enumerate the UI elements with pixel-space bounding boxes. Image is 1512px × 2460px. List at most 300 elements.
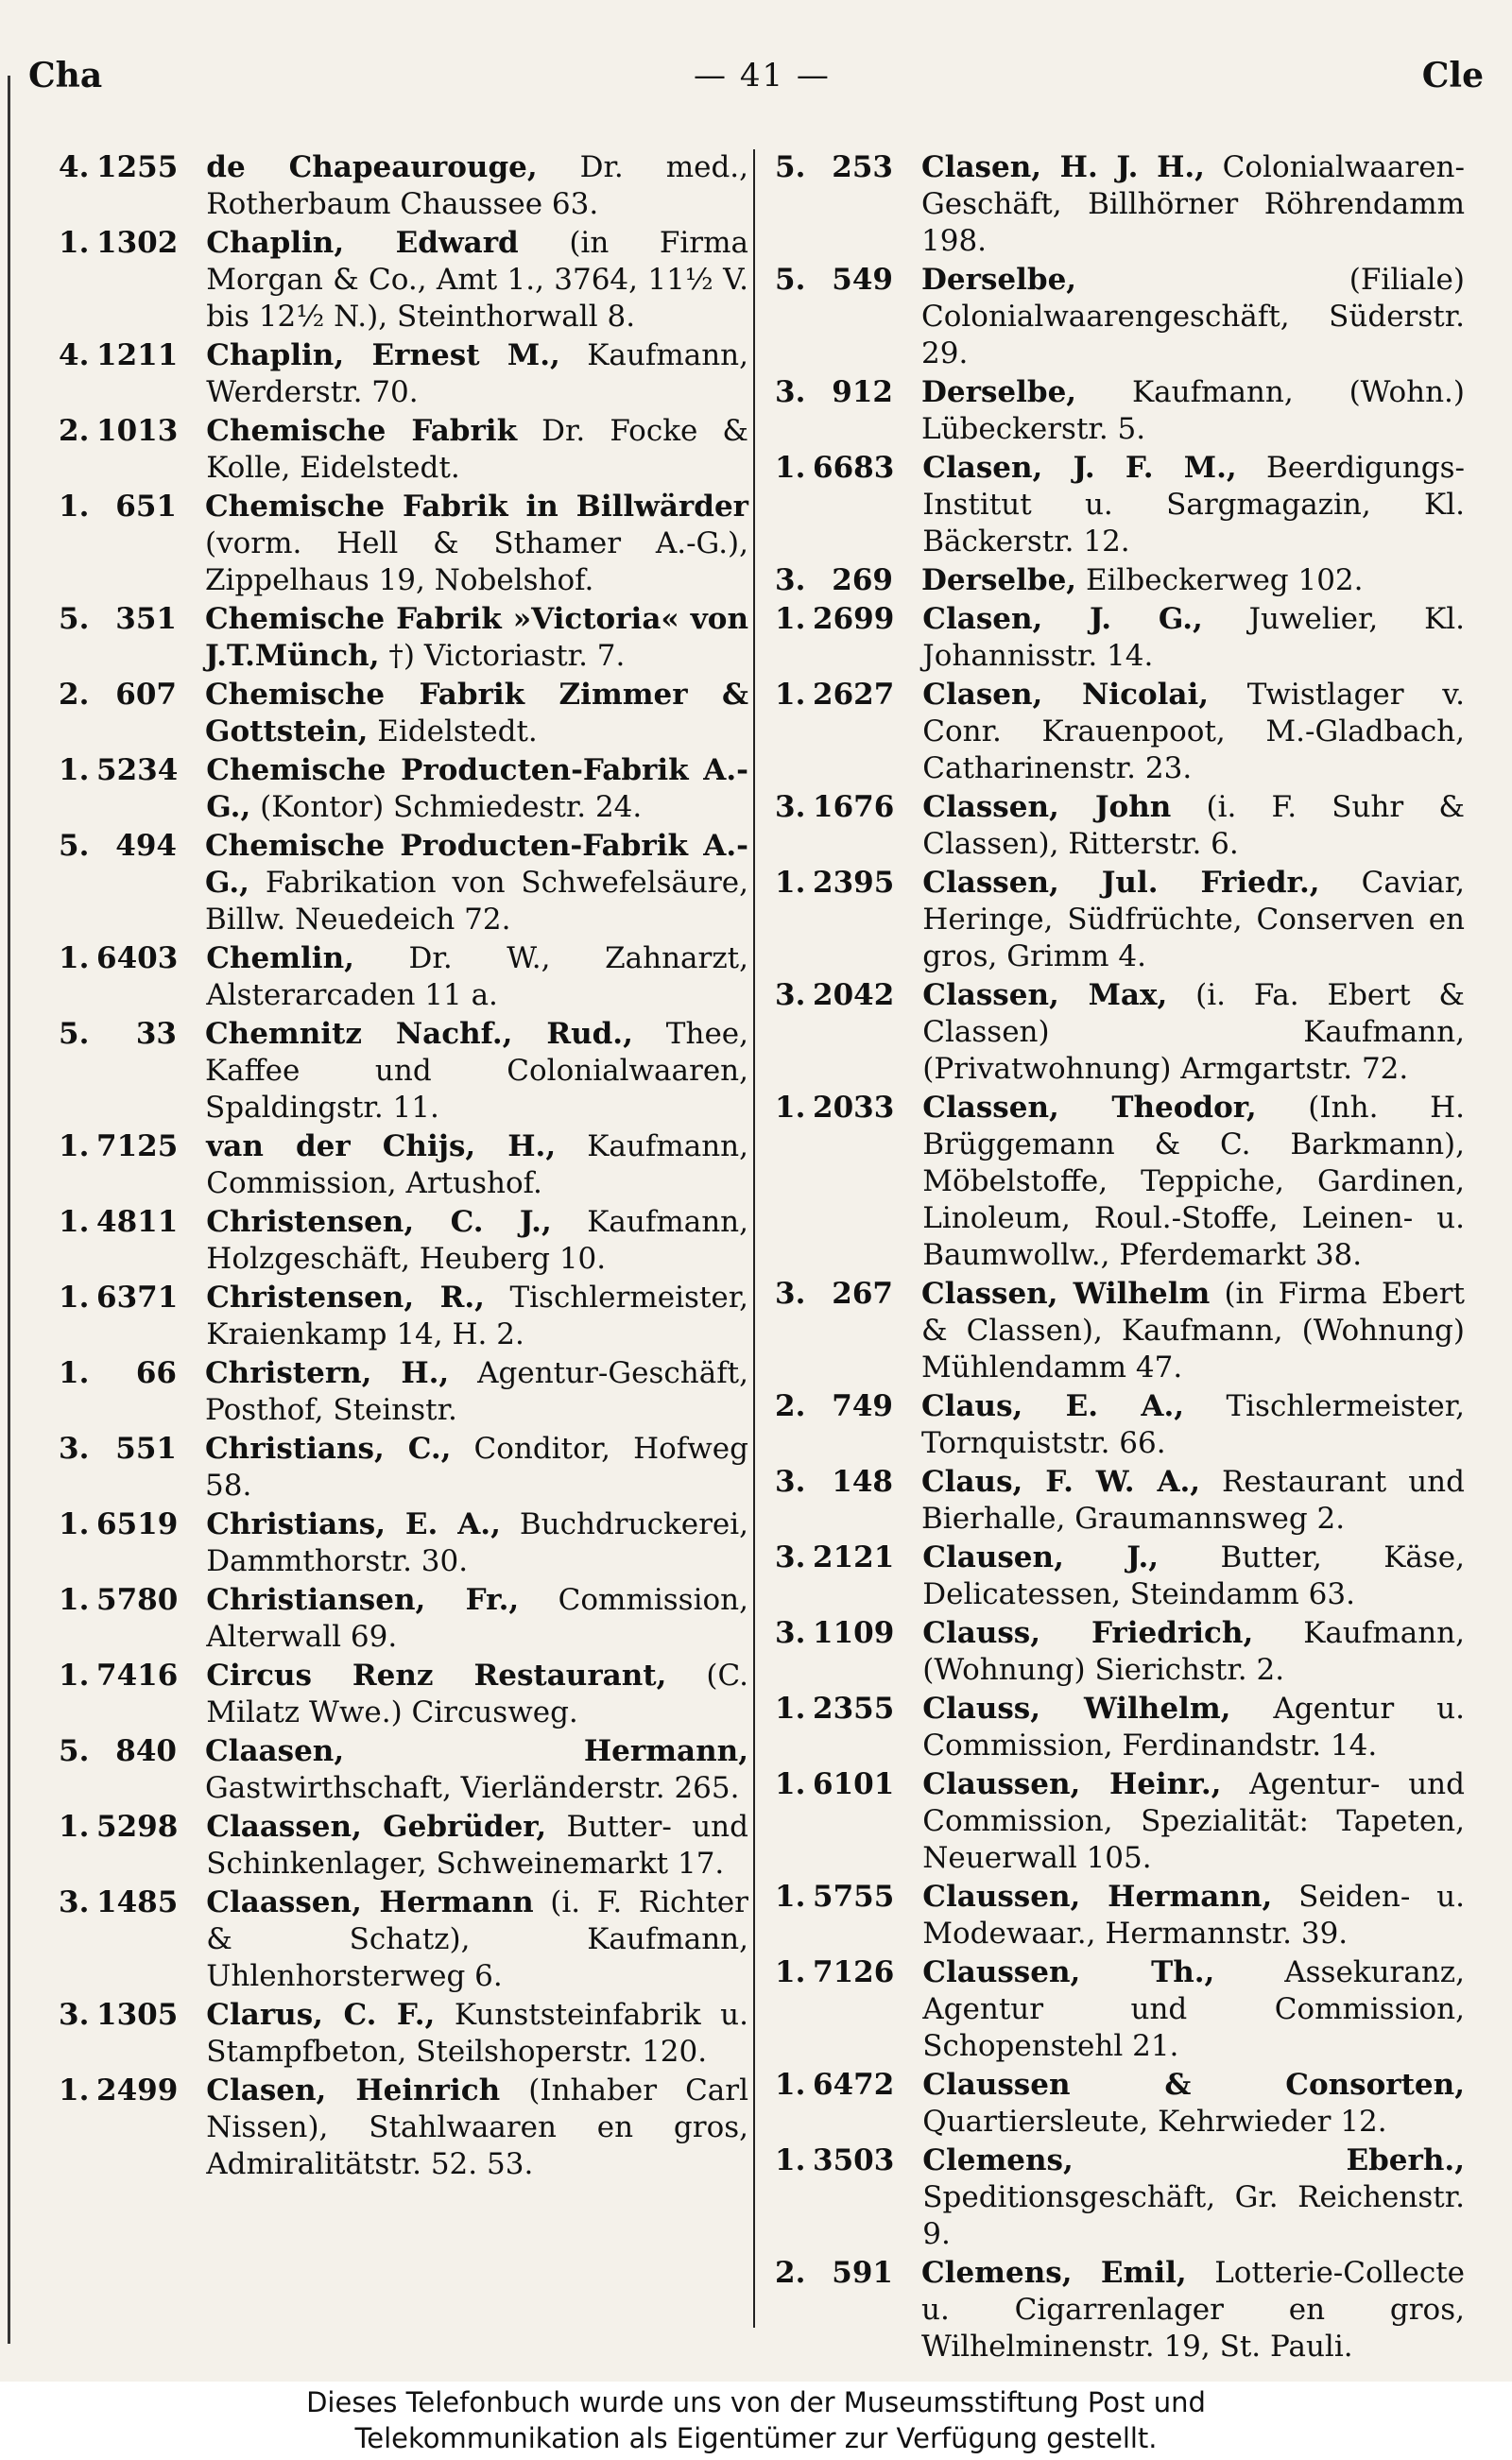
phone-number — [59, 1204, 206, 1278]
entry-text — [921, 1464, 1465, 1538]
entry-name: Clasen, Nicolai, — [922, 678, 1210, 712]
directory-entry — [775, 2142, 1465, 2253]
entry-details: Lotterie-Collecte u. Cigarrenlager en gros, Wilhelminenstr. 19, St. Pauli. — [921, 2256, 1465, 2364]
entry-text — [922, 1879, 1465, 1953]
directory-entry — [59, 1997, 748, 2071]
entry-text — [206, 1884, 748, 1995]
exchange-number: 1. — [59, 1583, 90, 1617]
exchange-number: 5. — [59, 1017, 90, 1051]
line-number: 148 — [832, 1465, 893, 1499]
line-number: 33 — [135, 1017, 177, 1051]
footer-line-2: Telekommunikation als Eigentümer zur Verfügung gestellt. — [354, 2422, 1158, 2454]
entry-name: Chaplin, Ernest M., — [206, 338, 560, 372]
directory-entry — [59, 1809, 748, 1883]
header-left-keyword: Cha — [28, 56, 103, 95]
phone-number — [59, 1997, 206, 2071]
entry-text — [206, 413, 748, 487]
phone-number — [775, 262, 921, 372]
left-column — [59, 149, 748, 2185]
directory-entry — [775, 977, 1465, 1088]
entry-text — [205, 601, 748, 675]
entry-details: Gastwirthschaft, Vierländerstr. 265. — [205, 1771, 740, 1805]
directory-entry — [59, 337, 748, 411]
line-number: 1302 — [96, 226, 179, 260]
entry-name: Claussen, Th., — [922, 1955, 1215, 1989]
entry-text — [922, 450, 1465, 560]
entry-name: Clemens, Eberh., — [922, 2143, 1465, 2177]
phone-number — [775, 562, 921, 599]
line-number: 6519 — [96, 1507, 179, 1541]
phone-number — [59, 1506, 206, 1580]
entry-name: Derselbe, — [921, 563, 1077, 597]
exchange-number: 2. — [59, 414, 90, 448]
entry-name: Derselbe, — [921, 263, 1077, 297]
entry-text — [921, 262, 1465, 372]
phone-number — [775, 865, 922, 975]
directory-entry — [775, 1388, 1465, 1462]
entry-text — [921, 562, 1465, 599]
entry-details: (vorm. Hell & Sthamer A.-G.), Zippelhaus 19, Nobelshof. — [205, 526, 748, 597]
entry-text — [922, 2067, 1465, 2141]
entry-text — [206, 1582, 748, 1656]
line-number: 840 — [115, 1734, 177, 1768]
exchange-number: 1. — [775, 1091, 806, 1125]
entry-details: Commission, Alterwall 69. — [206, 1583, 748, 1654]
line-number: 4811 — [96, 1205, 179, 1239]
exchange-number: 1. — [59, 1507, 90, 1541]
phone-number — [59, 1128, 206, 1202]
entry-text — [922, 1766, 1465, 1877]
entry-text — [922, 1691, 1465, 1764]
phone-number — [59, 940, 206, 1014]
entry-details: Seiden- u. Modewaar., Hermannstr. 39. — [922, 1880, 1466, 1951]
line-number: 2499 — [96, 2073, 179, 2107]
entry-details: (Kontor) Schmiedestr. 24. — [250, 790, 643, 824]
entry-details: Tischlermeister, Kraienkamp 14, H. 2. — [206, 1281, 748, 1351]
page-edge-rule — [8, 76, 10, 2344]
directory-entry — [775, 450, 1465, 560]
entry-name: Classen, Max, — [922, 978, 1168, 1012]
entry-text — [206, 1204, 748, 1278]
exchange-number: 1. — [59, 941, 90, 975]
entry-text — [205, 489, 748, 599]
exchange-number: 1. — [59, 1810, 90, 1844]
entry-details: Kaufmann, Commission, Artushof. — [206, 1129, 748, 1200]
line-number: 7416 — [96, 1659, 179, 1693]
entry-name: Circus Renz Restaurant, — [206, 1659, 667, 1693]
line-number: 749 — [832, 1389, 893, 1423]
line-number: 651 — [115, 490, 177, 524]
line-number: 3503 — [813, 2143, 895, 2177]
entry-text — [205, 1733, 748, 1807]
exchange-number: 3. — [775, 1465, 806, 1499]
phone-number — [59, 149, 206, 223]
entry-details: (i. Fa. Ebert & Classen) Kaufmann, (Privatwohnung) Armgartstr. 72. — [922, 978, 1466, 1086]
entry-text — [921, 1388, 1465, 1462]
line-number: 2033 — [813, 1091, 895, 1125]
directory-entry — [59, 413, 748, 487]
entry-details: (in Firma Ebert & Classen), Kaufmann, (Wohnung) Mühlendamm 47. — [921, 1277, 1465, 1385]
directory-entry — [775, 2255, 1465, 2365]
directory-entry — [59, 489, 748, 599]
entry-text — [205, 1355, 748, 1429]
entry-details: Buchdruckerei, Dammthorstr. 30. — [206, 1507, 749, 1578]
entry-text — [922, 865, 1465, 975]
exchange-number: 5. — [59, 829, 90, 863]
entry-name: Claassen, Hermann — [206, 1885, 534, 1919]
phone-number — [775, 1615, 922, 1689]
line-number: 351 — [115, 602, 177, 636]
entry-name: Chemische Producten-Fabrik A.-G., — [206, 753, 748, 824]
phone-number — [775, 677, 922, 787]
line-number: 1676 — [813, 790, 895, 824]
entry-details: Dr. med., Rotherbaum Chaussee 63. — [206, 150, 748, 221]
directory-entry — [59, 225, 748, 335]
entry-name: Chemlin, — [206, 941, 354, 975]
entry-details: Agentur u. Commission, Ferdinandstr. 14. — [922, 1692, 1465, 1763]
entry-name: Christians, E. A., — [206, 1507, 501, 1541]
entry-text — [205, 1016, 748, 1127]
footer-notice — [0, 2382, 1512, 2460]
entry-details: Kaufmann, (Wohn.) Lübeckerstr. 5. — [921, 375, 1465, 446]
line-number: 6101 — [813, 1767, 895, 1801]
exchange-number: 1. — [775, 866, 806, 900]
phone-number — [59, 1431, 205, 1505]
entry-text — [921, 149, 1465, 260]
directory-entry — [775, 1276, 1465, 1386]
entry-text — [922, 977, 1465, 1088]
exchange-number: 5. — [59, 602, 90, 636]
phone-number — [59, 489, 205, 599]
entry-details: (i. F. Suhr & Classen), Ritterstr. 6. — [922, 790, 1465, 861]
exchange-number: 1. — [775, 451, 806, 485]
directory-entry — [775, 865, 1465, 975]
line-number: 7125 — [96, 1129, 179, 1163]
exchange-number: 2. — [775, 1389, 806, 1423]
phone-number — [775, 1879, 922, 1953]
entry-text — [206, 752, 748, 826]
line-number: 1485 — [96, 1885, 179, 1919]
directory-entry — [59, 1280, 748, 1353]
directory-entry — [59, 2073, 748, 2183]
directory-entry — [775, 1090, 1465, 1274]
phone-number — [59, 1884, 206, 1995]
entry-name: Clasen, H. J. H., — [921, 150, 1205, 184]
entry-name: Chemische Producten-Fabrik A.-G., — [205, 829, 748, 900]
line-number: 494 — [115, 829, 177, 863]
exchange-number: 5. — [775, 263, 806, 297]
phone-number — [59, 1016, 205, 1127]
phone-number — [775, 450, 922, 560]
entry-text — [921, 2255, 1465, 2365]
directory-entry — [59, 752, 748, 826]
directory-entry — [59, 1733, 748, 1807]
entry-details: Kaufmann, Werderstr. 70. — [206, 338, 748, 409]
entry-name: Christiansen, Fr., — [206, 1583, 520, 1617]
directory-entry — [59, 601, 748, 675]
entry-details: Quartiersleute, Kehrwieder 12. — [922, 2105, 1387, 2139]
entry-text — [922, 677, 1465, 787]
entry-name: Chemnitz Nachf., Rud., — [205, 1017, 633, 1051]
entry-text — [922, 1540, 1465, 1613]
line-number: 551 — [115, 1432, 177, 1466]
exchange-number: 3. — [775, 375, 806, 409]
entry-text — [922, 1615, 1465, 1689]
directory-entry — [775, 601, 1465, 675]
entry-details: Tischlermeister, Tornquiststr. 66. — [921, 1389, 1465, 1460]
phone-number — [59, 413, 206, 487]
line-number: 607 — [115, 678, 177, 712]
line-number: 269 — [832, 563, 893, 597]
directory-entry — [775, 677, 1465, 787]
entry-text — [206, 1658, 748, 1731]
phone-number — [59, 752, 206, 826]
exchange-number: 1. — [59, 1281, 90, 1315]
entry-text — [206, 1997, 748, 2071]
entry-details: Thee, Kaffee und Colonialwaaren, Spaldingstr. 11. — [205, 1017, 748, 1125]
exchange-number: 1. — [775, 678, 806, 712]
entry-details: †) Victoriastr. 7. — [379, 639, 626, 673]
phone-number — [59, 337, 206, 411]
directory-entry — [775, 1954, 1465, 2065]
line-number: 912 — [832, 375, 893, 409]
entry-details: Butter- und Schinkenlager, Schweinemarkt 17. — [206, 1810, 748, 1881]
line-number: 5755 — [813, 1880, 895, 1914]
entry-name: Claussen, Heinr., — [922, 1767, 1222, 1801]
entry-name: Classen, Theodor, — [922, 1091, 1257, 1125]
line-number: 2699 — [813, 602, 895, 636]
entry-details: Kaufmann, (Wohnung) Sierichstr. 2. — [922, 1616, 1465, 1687]
entry-text — [205, 677, 748, 750]
phone-number — [59, 1658, 206, 1731]
line-number: 253 — [832, 150, 893, 184]
directory-entry — [59, 149, 748, 223]
entry-details: Assekuranz, Agentur und Commission, Schopenstehl 21. — [922, 1955, 1465, 2063]
entry-details: Eilbeckerweg 102. — [1076, 563, 1364, 597]
entry-name: Clasen, Heinrich — [206, 2073, 501, 2107]
exchange-number: 3. — [59, 1998, 90, 2032]
entry-text — [922, 1090, 1465, 1274]
entry-details: (i. F. Richter & Schatz), Kaufmann, Uhlenhorsterweg 6. — [206, 1885, 748, 1993]
entry-details: Restaurant und Bierhalle, Graumannsweg 2. — [921, 1465, 1465, 1536]
entry-text — [922, 2142, 1465, 2253]
entry-name: Clarus, C. F., — [206, 1998, 436, 2032]
entry-name: Derselbe, — [921, 375, 1077, 409]
entry-name: Clauss, Friedrich, — [922, 1616, 1254, 1650]
header-right-keyword: Cle — [1421, 56, 1484, 95]
phone-number — [59, 1733, 205, 1807]
exchange-number: 4. — [59, 150, 90, 184]
phone-number — [775, 149, 921, 260]
page-number: — 41 — — [694, 57, 831, 95]
entry-name: de Chapeaurouge, — [206, 150, 538, 184]
line-number: 1305 — [96, 1998, 179, 2032]
entry-name: Christern, H., — [205, 1356, 450, 1390]
entry-text — [206, 1506, 748, 1580]
phone-number — [59, 601, 205, 675]
entry-text — [921, 1276, 1465, 1386]
line-number: 5234 — [96, 753, 179, 787]
line-number: 1211 — [96, 338, 179, 372]
entry-details: Kaufmann, Holzgeschäft, Heuberg 10. — [206, 1205, 748, 1276]
line-number: 6403 — [96, 941, 179, 975]
phone-number — [775, 2255, 921, 2365]
phone-number — [59, 677, 205, 750]
phone-number — [775, 1276, 921, 1386]
entry-text — [922, 601, 1465, 675]
entry-name: Clauss, Wilhelm, — [922, 1692, 1231, 1726]
directory-entry — [59, 1128, 748, 1202]
phone-number — [775, 1464, 921, 1538]
entry-name: Chemische Fabrik Zimmer & Gottstein, — [205, 678, 748, 748]
exchange-number: 5. — [775, 150, 806, 184]
entry-details: Dr. Focke & Kolle, Eidelstedt. — [206, 414, 749, 485]
line-number: 591 — [832, 2256, 893, 2290]
phone-number — [59, 1582, 206, 1656]
entry-name: Claussen, Hermann, — [922, 1880, 1273, 1914]
phone-number — [775, 374, 921, 448]
phone-number — [59, 2073, 206, 2183]
entry-text — [206, 940, 748, 1014]
directory-entry — [59, 1355, 748, 1429]
line-number: 6472 — [813, 2068, 895, 2102]
entry-text — [206, 1280, 748, 1353]
entry-name: Clausen, J., — [922, 1540, 1160, 1574]
entry-name: Chaplin, Edward — [206, 226, 519, 260]
directory-entry — [59, 1431, 748, 1505]
entry-details: Conditor, Hofweg 58. — [205, 1432, 748, 1503]
line-number: 5298 — [96, 1810, 179, 1844]
line-number: 66 — [135, 1356, 177, 1390]
phone-number — [59, 1280, 206, 1353]
entry-name: Clemens, Emil, — [921, 2256, 1187, 2290]
phone-number — [59, 1355, 205, 1429]
entry-text — [922, 1954, 1465, 2065]
entry-text — [206, 337, 748, 411]
entry-name: Christians, C., — [205, 1432, 452, 1466]
exchange-number: 2. — [59, 678, 90, 712]
entry-text — [206, 1809, 748, 1883]
directory-entry — [775, 374, 1465, 448]
exchange-number: 5. — [59, 1734, 90, 1768]
entry-name: Claasen, Hermann, — [205, 1734, 748, 1768]
directory-entry — [775, 1615, 1465, 1689]
entry-details: Butter, Käse, Delicatessen, Steindamm 63. — [922, 1540, 1465, 1611]
entry-details: Dr. W., Zahnarzt, Alsterarcaden 11 a. — [206, 941, 748, 1012]
line-number: 2395 — [813, 866, 895, 900]
footer-line-1: Dieses Telefonbuch wurde uns von der Museumsstiftung Post und — [306, 2386, 1206, 2418]
exchange-number: 1. — [775, 1692, 806, 1726]
exchange-number: 1. — [775, 2068, 806, 2102]
phone-number — [775, 789, 922, 863]
line-number: 6683 — [813, 451, 895, 485]
entry-name: Claus, E. A., — [921, 1389, 1185, 1423]
directory-entry — [59, 1506, 748, 1580]
entry-name: Classen, Wilhelm — [921, 1277, 1211, 1311]
entry-details: Agentur- und Commission, Spezialität: Tapeten, Neuerwall 105. — [922, 1767, 1465, 1875]
entry-name: Chemische Fabrik »Victoria« von J.T.Münch, — [205, 602, 748, 673]
phone-number — [59, 828, 205, 938]
exchange-number: 3. — [775, 978, 806, 1012]
exchange-number: 1. — [775, 1955, 806, 1989]
entry-text — [206, 1128, 748, 1202]
entry-details: (Filiale) Colonialwaarengeschäft, Süderstr. 29. — [921, 263, 1465, 370]
entry-details: (Inh. H. Brüggemann & C. Barkmann), Möbelstoffe, Teppiche, Gardinen, Linoleum, Roul.-Stoffe, Leinen- u. Baumwollw., Pferdemarkt 38. — [922, 1091, 1465, 1272]
exchange-number: 1. — [59, 226, 90, 260]
phone-number — [775, 1388, 921, 1462]
directory-entry — [775, 1540, 1465, 1613]
entry-name: Christensen, R., — [206, 1281, 485, 1315]
entry-name: Chemische Fabrik — [206, 414, 518, 448]
directory-entry — [775, 1691, 1465, 1764]
entry-name: Clasen, J. F. M., — [922, 451, 1237, 485]
directory-entry — [59, 1582, 748, 1656]
exchange-number: 1. — [59, 1659, 90, 1693]
directory-entry — [59, 677, 748, 750]
line-number: 1013 — [96, 414, 179, 448]
exchange-number: 3. — [775, 1616, 806, 1650]
right-column — [775, 149, 1465, 2367]
entry-name: Classen, Jul. Friedr., — [922, 866, 1320, 900]
exchange-number: 2. — [775, 2256, 806, 2290]
directory-entry — [59, 1204, 748, 1278]
entry-text — [205, 1431, 748, 1505]
entry-details: Kunststeinfabrik u. Stampfbeton, Steilshoperstr. 120. — [206, 1998, 748, 2069]
exchange-number: 1. — [59, 1356, 90, 1390]
exchange-number: 3. — [775, 790, 806, 824]
phone-number — [775, 1090, 922, 1274]
entry-name: Claus, F. W. A., — [921, 1465, 1201, 1499]
entry-details: Twistlager v. Conr. Krauenpoot, M.-Gladbach, Catharinenstr. 23. — [922, 678, 1465, 785]
exchange-number: 3. — [775, 1277, 806, 1311]
directory-entry — [775, 1766, 1465, 1877]
directory-entry — [775, 149, 1465, 260]
exchange-number: 3. — [775, 1540, 806, 1574]
entry-name: Claussen & Consorten, — [922, 2068, 1465, 2102]
directory-entry — [775, 262, 1465, 372]
exchange-number: 3. — [775, 563, 806, 597]
phone-number — [775, 1766, 922, 1877]
entry-text — [921, 374, 1465, 448]
line-number: 5780 — [96, 1583, 179, 1617]
line-number: 2355 — [813, 1692, 895, 1726]
entry-details: Fabrikation von Schwefelsäure, Billw. Neuedeich 72. — [205, 866, 748, 937]
entry-details: Eidelstedt. — [368, 714, 538, 748]
entry-name: Chemische Fabrik in Billwärder — [205, 490, 748, 524]
entry-details: Agentur-Geschäft, Posthof, Steinstr. — [205, 1356, 748, 1427]
exchange-number: 1. — [59, 490, 90, 524]
entry-details: Speditionsgeschäft, Gr. Reichenstr. 9. — [922, 2180, 1465, 2251]
entry-details: Colonialwaaren-Geschäft, Billhörner Röhrendamm 198. — [921, 150, 1465, 258]
phone-number — [59, 1809, 206, 1883]
line-number: 2627 — [813, 678, 895, 712]
directory-entry — [775, 1879, 1465, 1953]
phone-number — [775, 2142, 922, 2253]
line-number: 7126 — [813, 1955, 895, 1989]
line-number: 267 — [832, 1277, 893, 1311]
entry-details: Caviar, Heringe, Südfrüchte, Conserven en gros, Grimm 4. — [922, 866, 1466, 973]
entry-details: (in Firma Morgan & Co., Amt 1., 3764, 11½ V. bis 12½ N.), Steinthorwall 8. — [206, 226, 748, 334]
phone-number — [775, 1540, 922, 1613]
directory-entry — [775, 562, 1465, 599]
entry-details: Beerdigungs-Institut u. Sargmagazin, Kl. Bäckerstr. 12. — [922, 451, 1465, 559]
phone-number — [775, 601, 922, 675]
phone-number — [59, 225, 206, 335]
exchange-number: 1. — [59, 753, 90, 787]
line-number: 2042 — [813, 978, 895, 1012]
line-number: 2121 — [813, 1540, 895, 1574]
entry-text — [205, 828, 748, 938]
